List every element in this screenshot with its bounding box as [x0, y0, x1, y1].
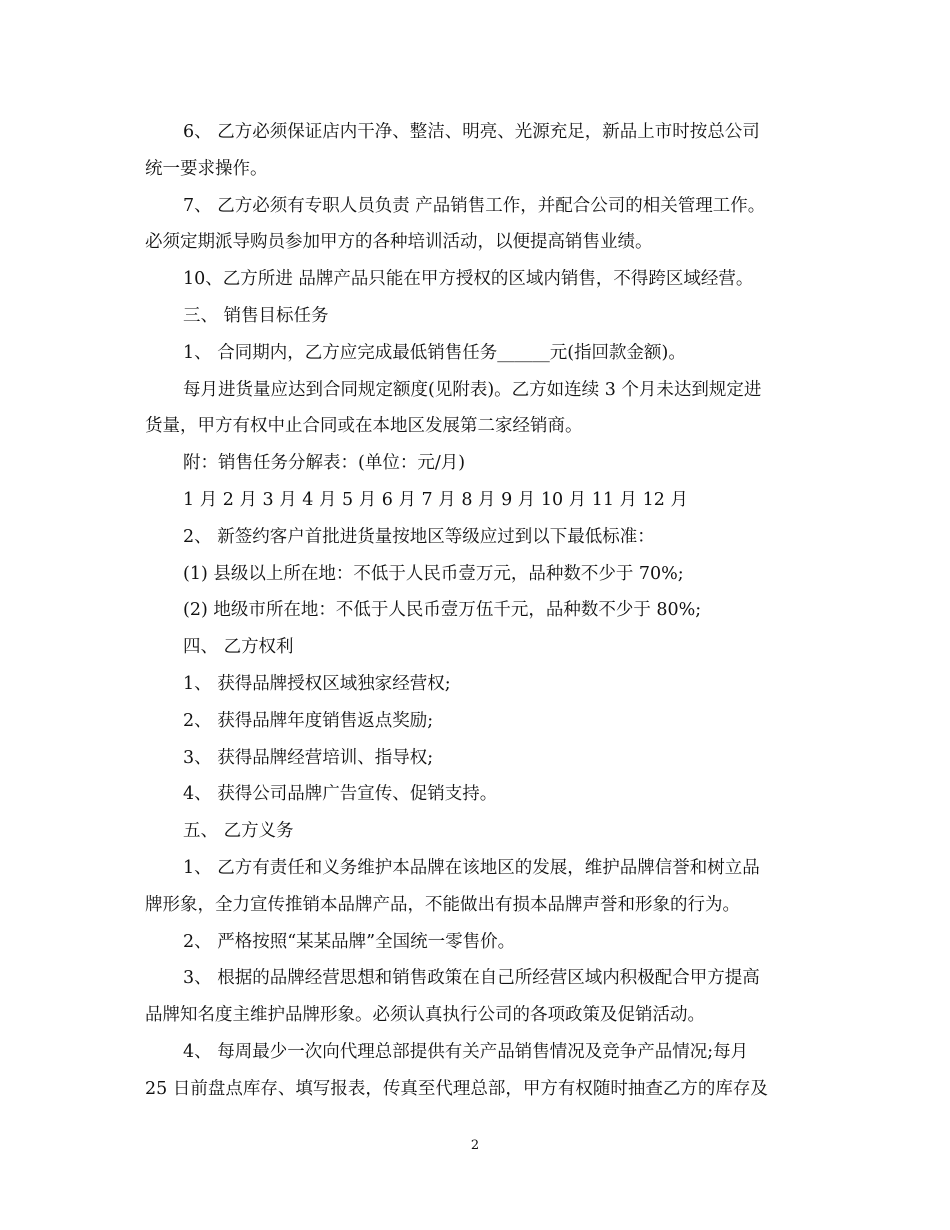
- text-line: 10、乙方所进 品牌产品只能在甲方授权的区域内销售，不得跨区域经营。: [183, 269, 754, 289]
- text-line: (2) 地级市所在地：不低于人民币壹万伍千元，品种数不少于 80%;: [183, 600, 702, 620]
- section-heading: 五、 乙方义务: [183, 821, 294, 841]
- text-line: 1、 获得品牌授权区域独家经营权;: [183, 674, 451, 694]
- text-line: 品牌知名度主维护品牌形象。必须认真执行公司的各项政策及促销活动。: [145, 1005, 705, 1025]
- text-line: 2、 严格按照“某某品牌”全国统一零售价。: [183, 932, 516, 952]
- section-heading: 四、 乙方权利: [183, 637, 294, 657]
- text-line: 1、 乙方有责任和义务维护本品牌在该地区的发展，维护品牌信誉和树立品: [183, 858, 760, 878]
- text-line: 1 月 2 月 3 月 4 月 5 月 6 月 7 月 8 月 9 月 10 月 11 月 12 月: [183, 490, 688, 510]
- page-number: 2: [470, 1138, 480, 1153]
- text-line: 6、 乙方必须保证店内干净、整洁、明亮、光源充足，新品上市时按总公司: [183, 122, 760, 142]
- text-line: 附：销售任务分解表：(单位：元/月): [183, 453, 466, 473]
- text-line: 每月进货量应达到合同规定额度(见附表)。乙方如连续 3 个月未达到规定进: [183, 380, 762, 400]
- text-line: 2、 新签约客户首批进货量按地区等级应过到以下最低标准：: [183, 527, 655, 547]
- text-line: 牌形象，全力宣传推销本品牌产品，不能做出有损本品牌声誉和形象的行为。: [145, 895, 740, 915]
- section-heading: 三、 销售目标任务: [183, 306, 329, 326]
- text-line: 货量，甲方有权中止合同或在本地区发展第二家经销商。: [145, 416, 583, 436]
- text-line: 3、 根据的品牌经营思想和销售政策在自己所经营区域内积极配合甲方提高: [183, 968, 760, 988]
- text-line: 必须定期派导购员参加甲方的各种培训活动，以便提高销售业绩。: [145, 232, 653, 252]
- text-line: 1、 合同期内，乙方应完成最低销售任务______元(指回款金额)。: [183, 343, 686, 363]
- text-line: 4、 获得公司品牌广告宣传、促销支持。: [183, 784, 498, 804]
- text-line: 2、 获得品牌年度销售返点奖励;: [183, 711, 434, 731]
- text-line: (1) 县级以上所在地：不低于人民币壹万元，品种数不少于 70%;: [183, 564, 684, 584]
- text-line: 3、 获得品牌经营培训、指导权;: [183, 748, 434, 768]
- text-line: 7、 乙方必须有专职人员负责 产品销售工作，并配合公司的相关管理工作。: [183, 196, 766, 216]
- text-line: 25 日前盘点库存、填写报表，传真至代理总部，甲方有权随时抽查乙方的库存及: [145, 1079, 768, 1099]
- text-line: 4、 每周最少一次向代理总部提供有关产品销售情况及竞争产品情况;每月: [183, 1042, 749, 1062]
- text-line: 统一要求操作。: [145, 159, 268, 179]
